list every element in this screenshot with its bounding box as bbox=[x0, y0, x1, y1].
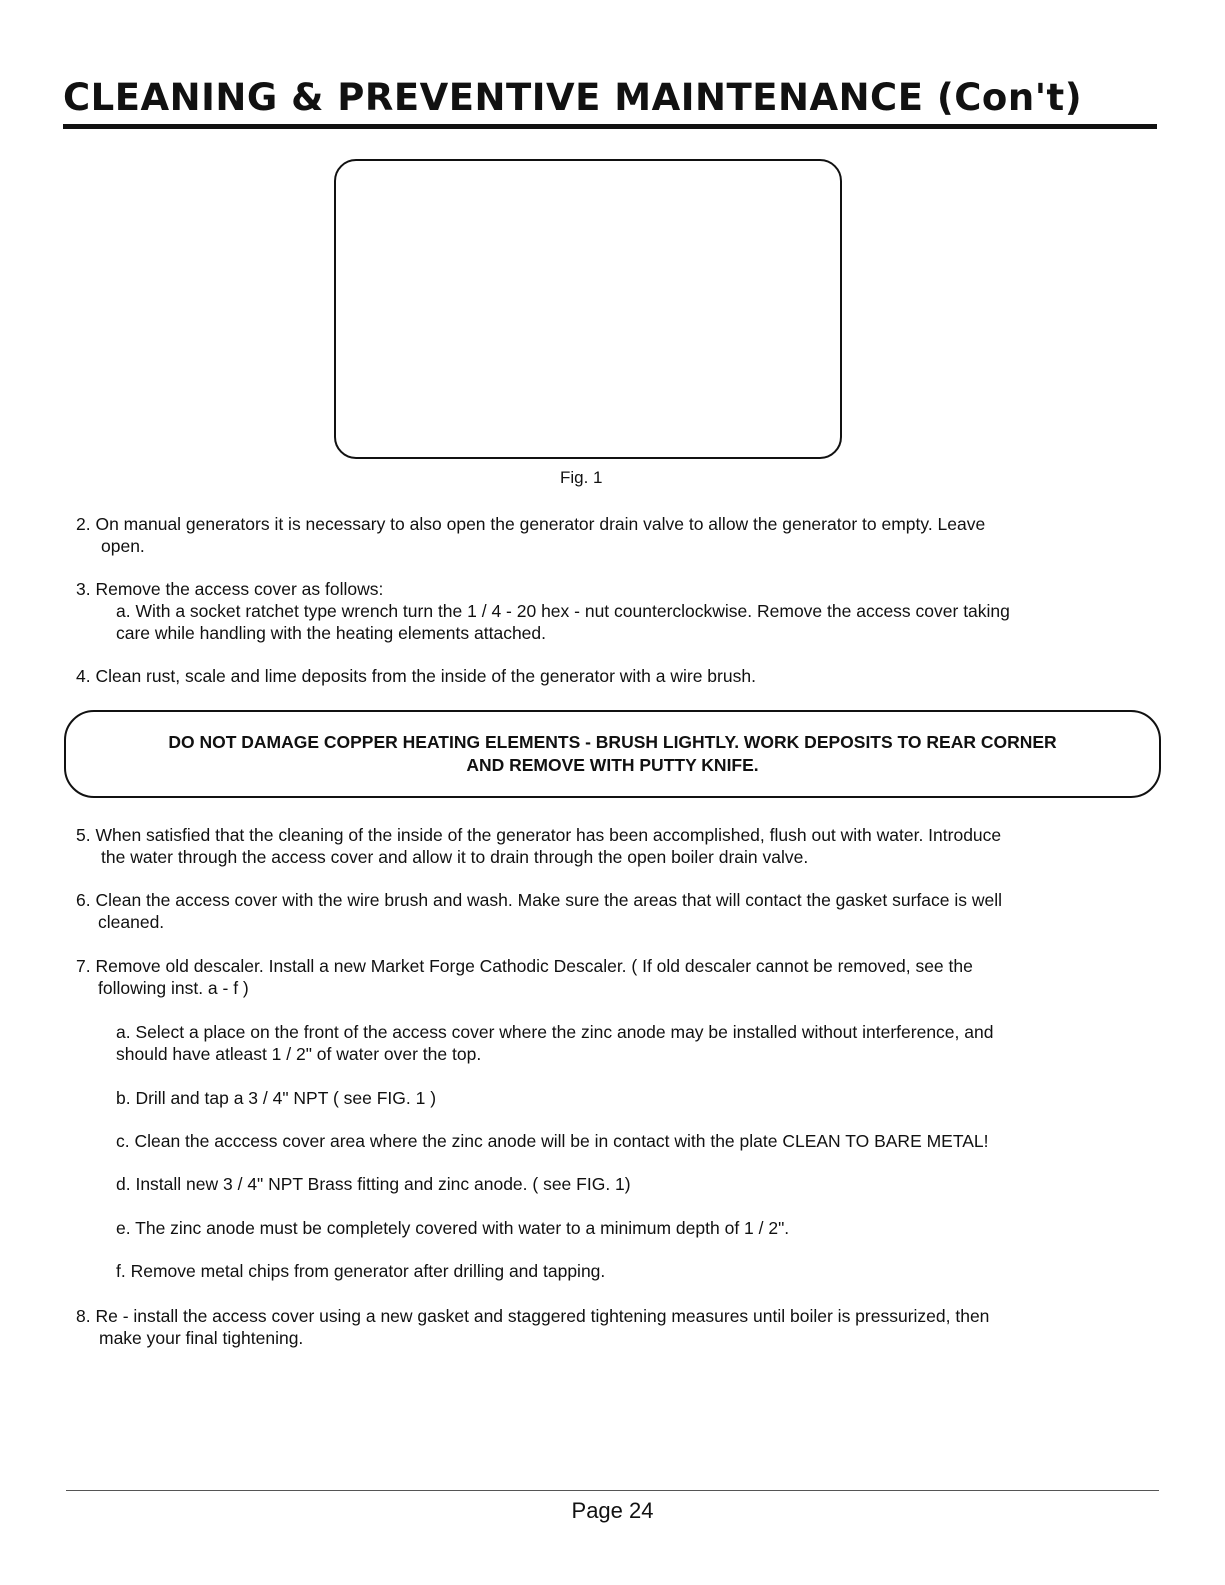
step-7a bbox=[116, 1021, 1146, 1065]
warning-callout bbox=[64, 710, 1161, 798]
page-number: Page 24 bbox=[571, 1498, 654, 1523]
footer-rule bbox=[66, 1490, 1159, 1491]
step-8 bbox=[76, 1305, 1166, 1349]
step-8-line-1: 8. Re - install the access cover using a new gasket and staggered tightening measures until boiler is pressurized, then bbox=[76, 1306, 990, 1326]
step-7f: f. Remove metal chips from generator after drilling and tapping. bbox=[116, 1261, 606, 1281]
step-7-line-1: 7. Remove old descaler. Install a new Market Forge Cathodic Descaler. ( If old descaler cannot be removed, see the bbox=[76, 956, 973, 976]
page-title: CLEANING & PREVENTIVE MAINTENANCE (Con't) bbox=[63, 76, 1083, 119]
step-6-line-2: cleaned. bbox=[98, 912, 165, 932]
figure-caption: Fig. 1 bbox=[560, 468, 603, 487]
step-7a-line-1: a. Select a place on the front of the access cover where the zinc anode may be installed without interference, and bbox=[116, 1022, 994, 1042]
warning-line-1: DO NOT DAMAGE COPPER HEATING ELEMENTS - BRUSH LIGHTLY. WORK DEPOSITS TO REAR CORNER bbox=[168, 732, 1057, 752]
figure-1-frame bbox=[334, 159, 842, 459]
step-5-line-2: the water through the access cover and allow it to drain through the open boiler drain valve. bbox=[101, 847, 809, 867]
step-7e: e. The zinc anode must be completely covered with water to a minimum depth of 1 / 2". bbox=[116, 1218, 790, 1238]
step-2 bbox=[76, 513, 1156, 557]
step-7b: b. Drill and tap a 3 / 4" NPT ( see FIG. 1 ) bbox=[116, 1088, 437, 1108]
step-3: 3. Remove the access cover as follows: bbox=[76, 579, 384, 599]
warning-text bbox=[98, 731, 1128, 777]
step-6-line-1: 6. Clean the access cover with the wire brush and wash. Make sure the areas that will contact the gasket surface is well bbox=[76, 890, 1003, 910]
step-3a-line-2: care while handling with the heating elements attached. bbox=[116, 623, 546, 643]
step-7-line-2: following inst. a - f ) bbox=[98, 978, 249, 998]
step-7a-line-2: should have atleast 1 / 2" of water over the top. bbox=[116, 1044, 482, 1064]
step-6 bbox=[76, 889, 1166, 933]
step-4: 4. Clean rust, scale and lime deposits from the inside of the generator with a wire brush. bbox=[76, 666, 756, 686]
step-5-line-1: 5. When satisfied that the cleaning of the inside of the generator has been accomplished, flush out with water. Introduce bbox=[76, 825, 1002, 845]
step-3a-line-1: a. With a socket ratchet type wrench turn the 1 / 4 - 20 hex - nut counterclockwise. Remove the access cover taking bbox=[116, 601, 1010, 621]
step-5 bbox=[76, 824, 1166, 868]
step-2-line-1: 2. On manual generators it is necessary to also open the generator drain valve to allow the generator to empty. Leave bbox=[76, 514, 986, 534]
step-7c: c. Clean the acccess cover area where the zinc anode will be in contact with the plate CLEAN TO BARE METAL! bbox=[116, 1131, 989, 1151]
step-3a bbox=[116, 600, 1146, 644]
step-2-line-2: open. bbox=[101, 536, 145, 556]
step-7 bbox=[76, 955, 1166, 999]
step-8-line-2: make your final tightening. bbox=[99, 1328, 304, 1348]
title-underline bbox=[63, 124, 1157, 129]
step-7d: d. Install new 3 / 4" NPT Brass fitting and zinc anode. ( see FIG. 1) bbox=[116, 1174, 631, 1194]
warning-line-2: AND REMOVE WITH PUTTY KNIFE. bbox=[466, 755, 759, 775]
